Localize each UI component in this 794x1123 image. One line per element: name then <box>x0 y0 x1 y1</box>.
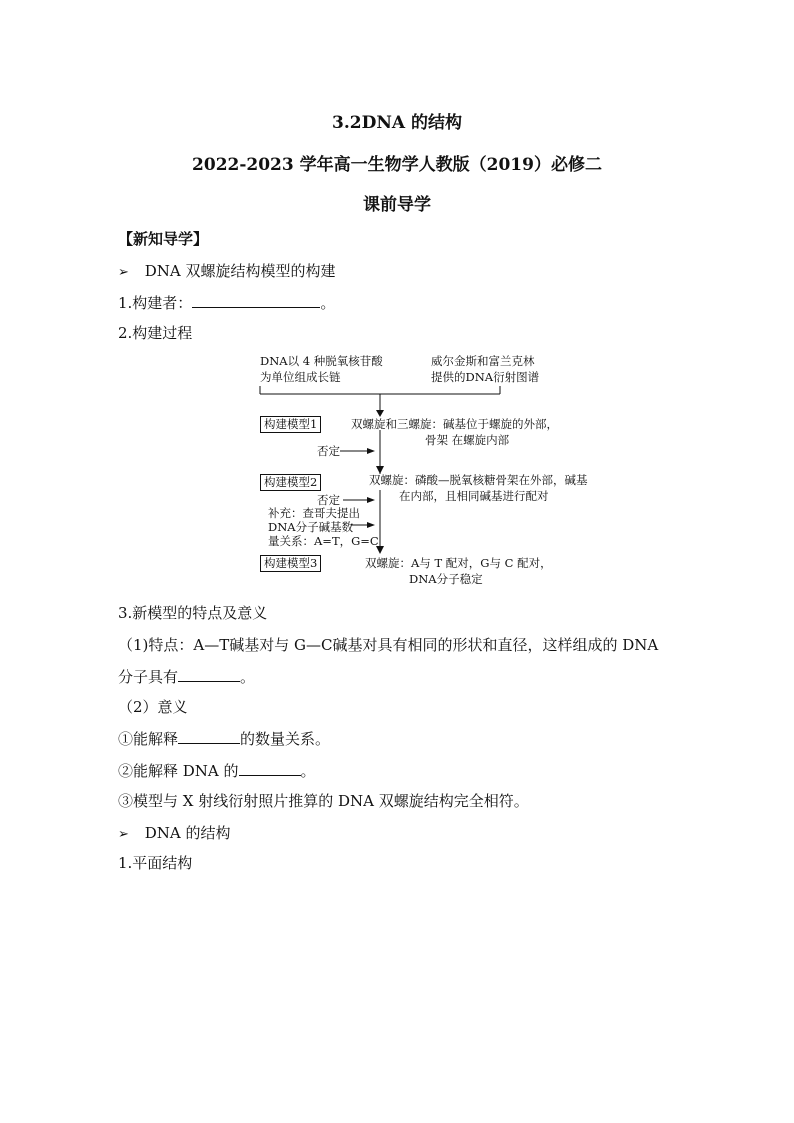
supplement-line: 量关系：A=T，G=C <box>268 534 379 548</box>
heading-new-knowledge: 【新知导学】 <box>118 230 209 248</box>
item-significance-3: ③模型与 X 射线衍射照片推算的 DNA 双螺旋结构完全相符。 <box>118 792 529 810</box>
model-desc-line: DNA分子稳定 <box>409 572 483 586</box>
section-title: 课前导学 <box>363 195 431 215</box>
model-3-description <box>365 555 552 587</box>
model-desc-line: 双螺旋：磷酸—脱氧核糖骨架在外部，碱基 <box>369 473 588 487</box>
topic-model-construction <box>118 260 336 281</box>
item-planar-structure: 1.平面结构 <box>118 854 193 872</box>
answer-blank[interactable] <box>178 729 240 744</box>
diagram-connector-lines <box>255 350 575 590</box>
item-suffix: 。 <box>240 668 256 686</box>
model-1-description <box>351 416 558 448</box>
model-2-description <box>369 472 588 504</box>
deny-label-2: 否定 <box>317 493 340 507</box>
item-label: ②能解释 DNA 的 <box>118 762 239 780</box>
topic-label: DNA 的结构 <box>144 824 231 842</box>
model-3-box: 构建模型3 <box>260 555 321 572</box>
page-subtitle: 2022-2023 学年高一生物学人教版（2019）必修二 <box>192 155 602 175</box>
topic-label: DNA 双螺旋结构模型的构建 <box>144 262 336 280</box>
answer-blank[interactable] <box>178 667 240 682</box>
item-significance-1 <box>118 728 330 749</box>
item-features-1a: （1)特点：A—T碱基对与 G—C碱基对具有相同的形状和直径，这样组成的 DNA <box>118 636 659 654</box>
answer-blank[interactable] <box>192 293 320 308</box>
diagram-right-note <box>431 353 539 385</box>
chargaff-supplement <box>268 506 379 548</box>
item-significance: （2）意义 <box>118 698 188 716</box>
supplement-line: 补充：查哥夫提出 <box>268 506 360 520</box>
construction-process-diagram <box>255 350 588 590</box>
item-suffix: 。 <box>320 294 336 312</box>
model-desc-line: 在内部，且相同碱基进行配对 <box>399 489 549 503</box>
left-note-line: 为单位组成长链 <box>260 370 341 384</box>
arrow-bullet-icon: ➢ <box>118 827 129 842</box>
item-suffix: 的数量关系。 <box>240 730 331 748</box>
supplement-line: DNA分子碱基数 <box>268 520 354 534</box>
item-label: 1.构建者： <box>118 294 193 312</box>
model-desc-line: 双螺旋：A与 T 配对，G与 C 配对， <box>365 556 552 570</box>
page-title: 3.2DNA 的结构 <box>332 113 462 133</box>
item-features: 3.新模型的特点及意义 <box>118 604 268 622</box>
item-label: ①能解释 <box>118 730 179 748</box>
arrow-bullet-icon: ➢ <box>118 265 129 280</box>
left-note-line: DNA以 4 种脱氧核苷酸 <box>260 354 383 368</box>
model-desc-line: 骨架 在螺旋内部 <box>425 433 510 447</box>
deny-label-1: 否定 <box>317 444 340 458</box>
right-note-line: 威尔金斯和富兰克林 <box>431 354 535 368</box>
model-1-box: 构建模型1 <box>260 416 321 433</box>
item-features-1b <box>118 666 255 687</box>
model-desc-line: 双螺旋和三螺旋：碱基位于螺旋的外部， <box>351 417 558 431</box>
item-suffix: 。 <box>300 762 316 780</box>
right-note-line: 提供的DNA衍射图谱 <box>431 370 540 384</box>
model-2-box: 构建模型2 <box>260 474 321 491</box>
answer-blank[interactable] <box>239 761 301 776</box>
diagram-left-note <box>260 353 383 385</box>
topic-dna-structure <box>118 822 231 843</box>
item-significance-2 <box>118 760 316 781</box>
item-process: 2.构建过程 <box>118 324 193 342</box>
item-builder <box>118 292 335 313</box>
item-label: 分子具有 <box>118 668 179 686</box>
